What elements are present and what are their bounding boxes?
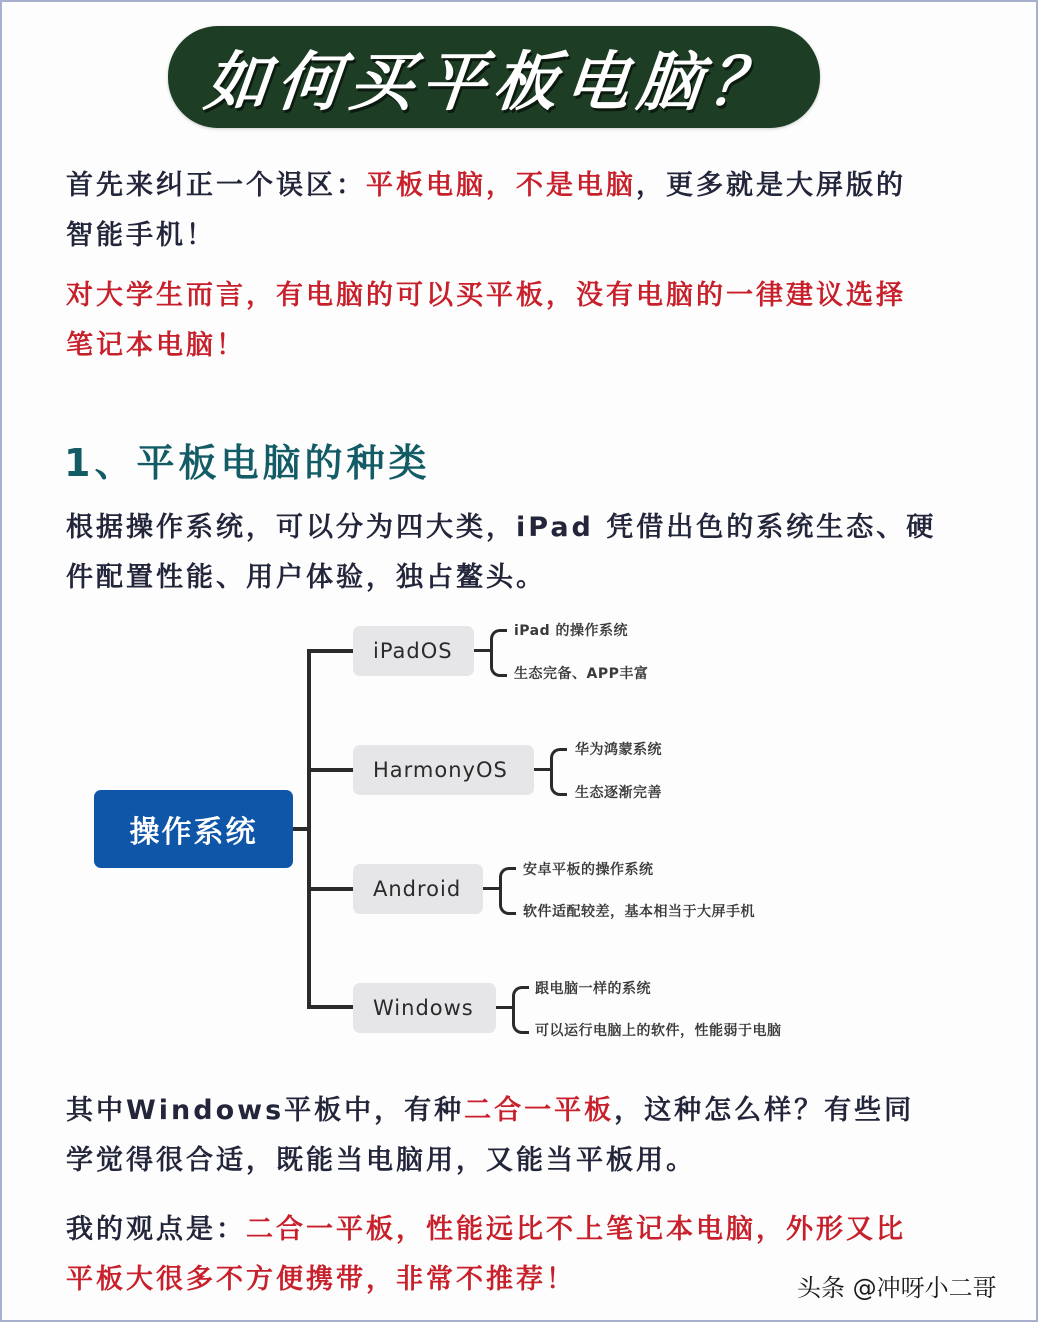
- page-title: 如何买平板电脑？: [201, 46, 786, 120]
- opinion-prefix: 我的观点是：: [66, 1214, 246, 1245]
- connector-line: [307, 1005, 353, 1009]
- connector-line: [307, 768, 353, 772]
- intro-highlight: 平板电脑，不是电脑: [366, 170, 636, 201]
- windows-text: 学觉得很合适，既能当电脑用，又能当平板用。: [66, 1145, 696, 1176]
- os-node-ipados: iPadOS: [353, 626, 474, 676]
- leaf-text: 跟电脑一样的系统: [535, 981, 651, 997]
- section-heading: 1、平板电脑的种类: [64, 441, 431, 485]
- windows-highlight: 二合一平板: [464, 1095, 615, 1126]
- title-banner: [168, 26, 820, 128]
- leaf-text: iPad 的操作系统: [514, 623, 629, 639]
- leaf-text: 生态逐渐完善: [575, 785, 662, 801]
- intro-text: 首先来纠正一个误区：: [66, 170, 366, 201]
- connector-line: [534, 768, 550, 771]
- windows-paragraph: [66, 1086, 966, 1186]
- intro-text: 智能手机！: [66, 220, 216, 251]
- leaf-text: 软件适配较差，基本相当于大屏手机: [523, 904, 755, 920]
- brace-icon: [499, 867, 516, 915]
- intro-text: ，更多就是大屏版的: [636, 170, 906, 201]
- section-description: [66, 503, 966, 603]
- os-node-android: Android: [353, 864, 483, 914]
- leaf-text: 可以运行电脑上的软件，性能弱于电脑: [535, 1023, 782, 1039]
- desc-text: 件配置性能、用户体验，独占鳌头。: [66, 562, 546, 593]
- connector-line: [483, 887, 499, 890]
- connector-line: [307, 887, 353, 891]
- brace-icon: [490, 629, 507, 677]
- brace-icon: [512, 986, 529, 1034]
- windows-text: ，这种怎么样？有些同: [614, 1095, 915, 1126]
- os-node-windows: Windows: [353, 983, 496, 1033]
- watermark: 头条 @冲呀小二哥: [797, 1274, 997, 1302]
- brace-icon: [550, 748, 567, 796]
- intro-paragraph-1: [66, 161, 966, 261]
- connector-line: [474, 649, 490, 652]
- os-node-harmonyos: HarmonyOS: [353, 745, 534, 795]
- advice-text: 对大学生而言，有电脑的可以买平板，没有电脑的一律建议选择: [66, 280, 906, 311]
- connector-line: [307, 649, 353, 653]
- windows-text: 其中Windows平板中，有种: [66, 1095, 465, 1126]
- root-node: 操作系统: [94, 790, 293, 868]
- intro-paragraph-2: [66, 271, 966, 371]
- connector-line: [496, 1006, 512, 1009]
- desc-text: 根据操作系统，可以分为四大类，iPad 凭借出色的系统生态、硬: [66, 512, 937, 543]
- trunk-line: [307, 650, 311, 1008]
- leaf-text: 安卓平板的操作系统: [523, 862, 654, 878]
- advice-text: 笔记本电脑！: [66, 330, 246, 361]
- opinion-highlight: 二合一平板，性能远比不上笔记本电脑，外形又比: [246, 1214, 906, 1245]
- leaf-text: 华为鸿蒙系统: [575, 742, 662, 758]
- opinion-highlight: 平板大很多不方便携带，非常不推荐！: [66, 1264, 576, 1295]
- leaf-text: 生态完备、APP丰富: [514, 666, 649, 682]
